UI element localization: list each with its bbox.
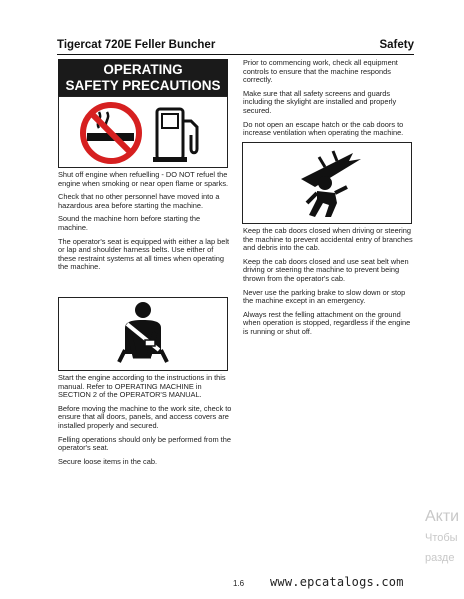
paragraph: Secure loose items in the cab. (58, 456, 158, 466)
column-1-top-text (58, 171, 232, 277)
document-title: Tigercat 720E Feller Buncher (57, 39, 216, 51)
section-title: Safety (379, 39, 414, 51)
paragraph: Prior to commencing work, check all equipment controls to ensure that the machine responds correctly. (243, 58, 398, 85)
paragraph: Start the engine according to the instructions in this manual. Refer to OPERATING MACHINE in SECTION 2 of the OPERATOR'S MANUAL. (58, 373, 226, 400)
paragraph: Keep the cab doors closed and use seat belt when driving or steering the machine to prevent being thrown from the operator's cab. (243, 256, 409, 283)
banner-line-2: SAFETY PRECAUTIONS (65, 78, 221, 93)
paragraph: Before moving the machine to the work site, check to ensure that all doors, panels, and access covers are installed properly and secured. (58, 403, 232, 430)
seat-belt-icon (119, 302, 167, 362)
watermark-line-1: Акти (425, 508, 460, 525)
paragraph: Never use the parking brake to slow down or stop the machine except in an emergency. (243, 287, 406, 306)
paragraph: Shut off engine when refuelling - DO NOT refuel the engine when smoking or near open flame or sparks. (58, 170, 229, 188)
watermark-line-2: Чтобы (425, 532, 458, 544)
falling-branch-pictogram (242, 142, 412, 224)
seat-belt-pictogram (58, 297, 228, 371)
website-link[interactable]: www.epcatalogs.com (270, 575, 404, 589)
falling-branch-icon (301, 151, 361, 217)
paragraph: The operator's seat is equipped with either a lap belt or lap and shoulder harness belts. Use either of these restraint systems at all times when operating the machine. (58, 236, 230, 272)
header-divider (57, 54, 414, 55)
banner-line-1: OPERATING (103, 62, 183, 77)
column-2-top-text (243, 59, 417, 143)
paragraph: Sound the machine horn before starting the machine. (58, 214, 201, 232)
fuel-pump-icon (153, 109, 197, 162)
paragraph: Keep the cab doors closed when driving or steering the machine to prevent accidental entry of branches and debris into the cab. (243, 226, 413, 253)
column-1-bottom-text (58, 374, 232, 471)
paragraph: Check that no other personnel have moved into a hazardous area before starting the machine. (58, 192, 220, 210)
paragraph: Do not open an escape hatch or the cab doors to increase ventilation when operating the machine. (243, 119, 404, 138)
refuel-pictogram (58, 96, 228, 168)
paragraph: Always rest the felling attachment on the ground when operation is stopped, regardless if the engine is running or shut off. (243, 309, 411, 336)
paragraph: Felling operations should only be performed from the operator's seat. (58, 434, 231, 453)
page-number: 1.6 (233, 579, 245, 588)
no-smoking-icon (83, 105, 139, 161)
watermark-line-3: разде (425, 552, 455, 564)
column-2-bottom-text (243, 227, 417, 342)
paragraph: Make sure that all safety screens and guards including the skylight are installed and properly secured. (243, 88, 397, 115)
safety-banner (58, 59, 228, 96)
